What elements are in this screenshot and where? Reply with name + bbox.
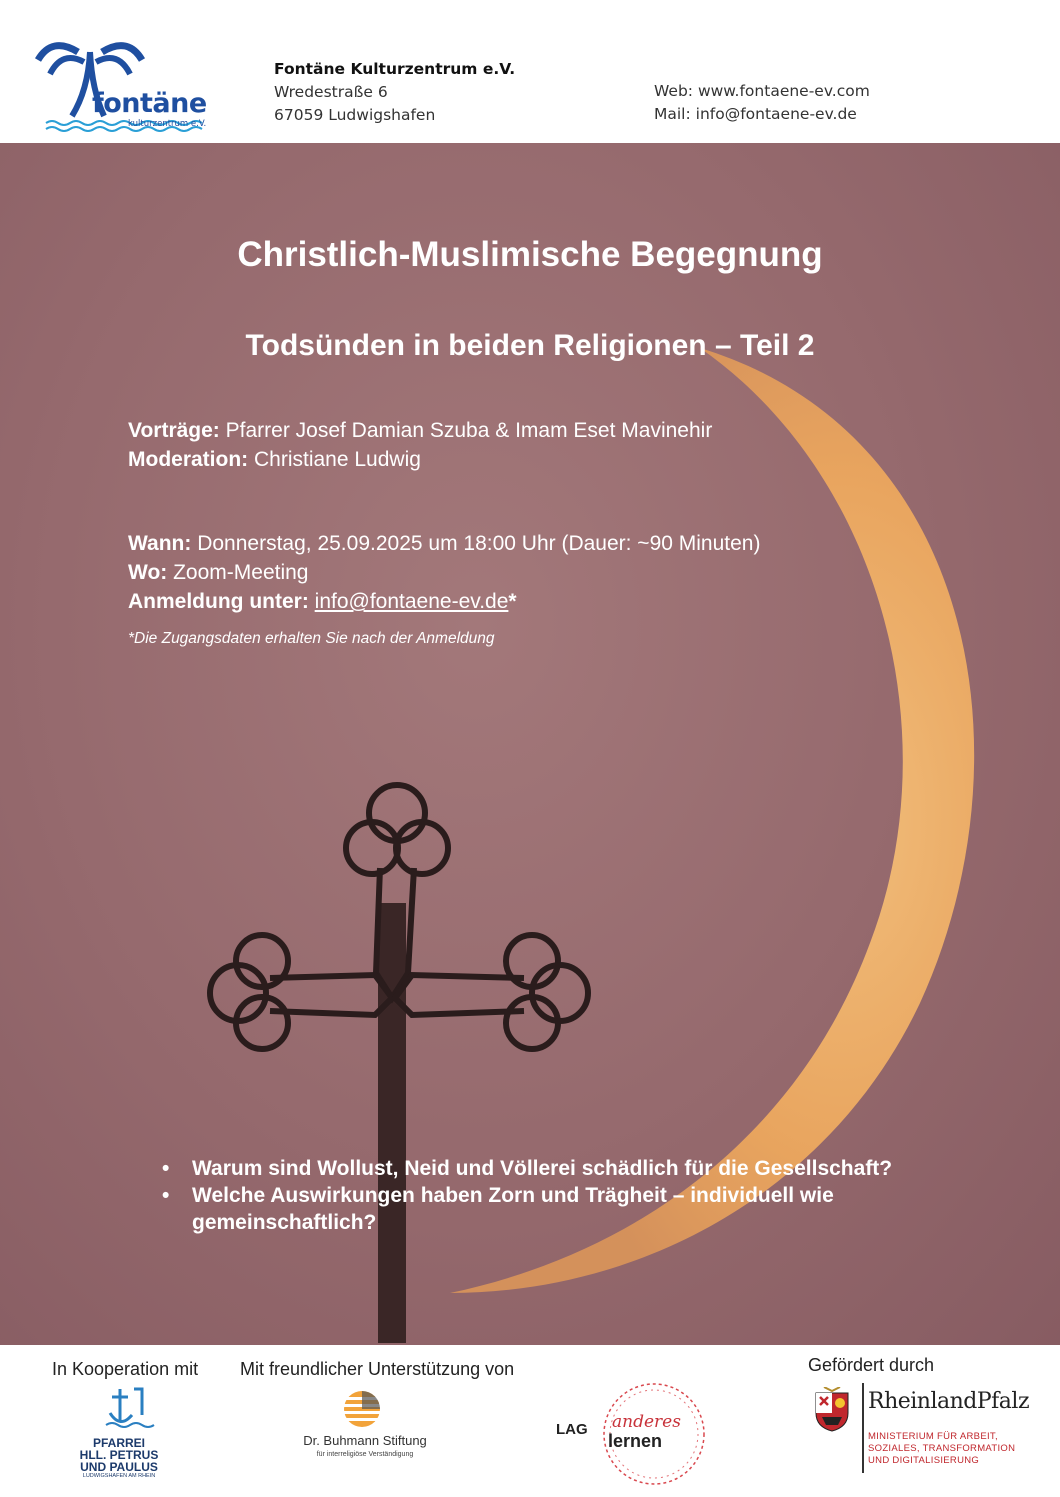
rlp-ministry-name — [868, 1431, 1015, 1467]
speakers-block — [128, 416, 712, 474]
org-name: Fontäne Kulturzentrum e.V. — [274, 60, 516, 78]
when-line — [128, 529, 760, 558]
pfarrei-emblem-icon — [102, 1385, 162, 1431]
rlp-coat-of-arms-icon — [812, 1387, 852, 1433]
moderation-value: Christiane Ludwig — [248, 448, 421, 471]
logo-wordmark: fontäne — [92, 88, 207, 119]
lag-anderes: anderes — [612, 1412, 681, 1432]
event-title: Christlich-Muslimische Begegnung — [237, 235, 823, 274]
cooperation-label: In Kooperation mit — [52, 1359, 199, 1379]
cross-icon — [210, 785, 588, 1343]
organization-address — [274, 58, 515, 127]
question-1: Warum sind Wollust, Neid und Völlerei schädlich für die Gesellschaft? — [192, 1157, 893, 1180]
crescent-moon — [450, 348, 974, 1293]
logo-subtitle: kulturzentrum e.V. — [128, 119, 207, 129]
org-city: 67059 Ludwigshafen — [274, 106, 436, 124]
question-2: Welche Auswirkungen haben Zorn und Trägheit – individuell wie gemeinschaftlich? — [192, 1184, 834, 1234]
pfarrei-line-4: LUDWIGSHAFEN AM RHEIN — [82, 1473, 156, 1479]
pfarrei-line-2: HLL. PETRUS — [79, 1448, 159, 1462]
talks-line — [128, 416, 712, 445]
rlp-ministry-line-1: MINISTERIUM FÜR ARBEIT, — [868, 1431, 998, 1442]
pfarrei-logo — [62, 1385, 177, 1493]
rlp-ministry-line-3: UND DIGITALISIERUNG — [868, 1455, 980, 1466]
buhmann-logo — [290, 1389, 440, 1469]
when-value: Donnerstag, 25.09.2025 um 18:00 Uhr (Dauer: ~90 Minuten) — [191, 532, 761, 555]
pfarrei-line-1: PFARREI — [92, 1436, 145, 1450]
where-line — [128, 558, 760, 587]
bullet-icon: • — [162, 1184, 170, 1207]
signup-label: Anmeldung unter: — [128, 590, 309, 613]
signup-email-link[interactable]: info@fontaene-ev.de — [314, 590, 509, 613]
funded-label: Gefördert durch — [808, 1355, 935, 1375]
lag-text: LAG — [556, 1421, 588, 1438]
signup-footnote-mark: * — [508, 590, 517, 613]
support-label: Mit freundlicher Unterstützung von — [240, 1359, 515, 1379]
footer-sponsors — [0, 1345, 1060, 1497]
list-item — [162, 1155, 932, 1182]
org-street: Wredestraße 6 — [274, 83, 388, 101]
talks-value: Pfarrer Josef Damian Szuba & Imam Eset Mavinehir — [219, 419, 713, 442]
poster-area — [0, 143, 1060, 1345]
rlp-name: RheinlandPfalz — [868, 1389, 1030, 1414]
event-subtitle: Todsünden in beiden Religionen – Teil 2 — [245, 329, 815, 362]
buhmann-emblem-icon — [332, 1389, 392, 1429]
pfarrei-name — [76, 1437, 162, 1480]
lag-lernen: lernen — [608, 1431, 663, 1451]
lag-logo — [554, 1379, 714, 1489]
where-label: Wo: — [128, 561, 168, 584]
talks-label: Vorträge: — [128, 419, 220, 442]
bullet-icon: • — [162, 1157, 170, 1180]
discussion-questions — [162, 1155, 932, 1236]
organization-contact — [654, 80, 870, 126]
where-value: Zoom-Meeting — [167, 561, 309, 584]
moderation-line — [128, 445, 712, 474]
mail-link[interactable]: Mail: info@fontaene-ev.de — [654, 105, 857, 123]
moderation-label: Moderation: — [128, 448, 249, 471]
web-link[interactable]: Web: www.fontaene-ev.com — [654, 82, 870, 100]
pfarrei-line-3: UND PAULUS — [80, 1460, 158, 1474]
buhmann-name: Dr. Buhmann Stiftung — [303, 1433, 427, 1448]
access-note: *Die Zugangsdaten erhalten Sie nach der Anmeldung — [128, 630, 495, 647]
list-item — [162, 1182, 932, 1236]
rlp-ministry-line-2: SOZIALES, TRANSFORMATION — [868, 1443, 1016, 1454]
when-label: Wann: — [128, 532, 192, 555]
buhmann-subtitle: für interreligiöse Verständigung — [316, 1451, 414, 1458]
header — [0, 0, 1060, 143]
rlp-ministry-logo — [812, 1383, 1030, 1493]
event-details-block — [128, 529, 760, 616]
signup-line — [128, 587, 760, 616]
rlp-divider — [862, 1383, 864, 1473]
